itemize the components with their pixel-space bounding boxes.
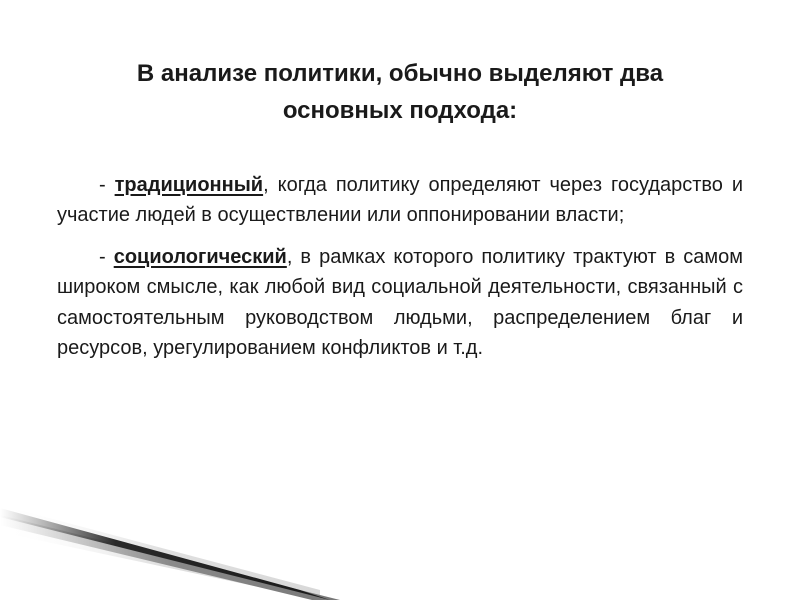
approach-dash: - [99,245,114,268]
approach-description: , в рамках которого политику трактуют в самом широком смысле, как любой вид социальной деятельности, связанный с самостоятельным руководством людьми, распределением благ и ресурсов, урегулированием конфликтов и т.д. [57,245,743,360]
slide-title [40,55,760,129]
approach-term: традиционный [114,174,264,196]
title-line-1: В анализе политики, обычно выделяют два [136,60,664,87]
stripe-dark [0,508,330,600]
slide-body [57,170,743,363]
approach-description: , когда политику определяют через государство и участие людей в осуществлении или оппонировании власти; [57,174,744,227]
approach-dash: - [99,174,115,196]
approach-traditional [57,170,743,231]
approach-sociological [57,242,743,364]
title-line-2: основных подхода: [282,97,518,124]
approach-term: социологический [113,245,287,268]
